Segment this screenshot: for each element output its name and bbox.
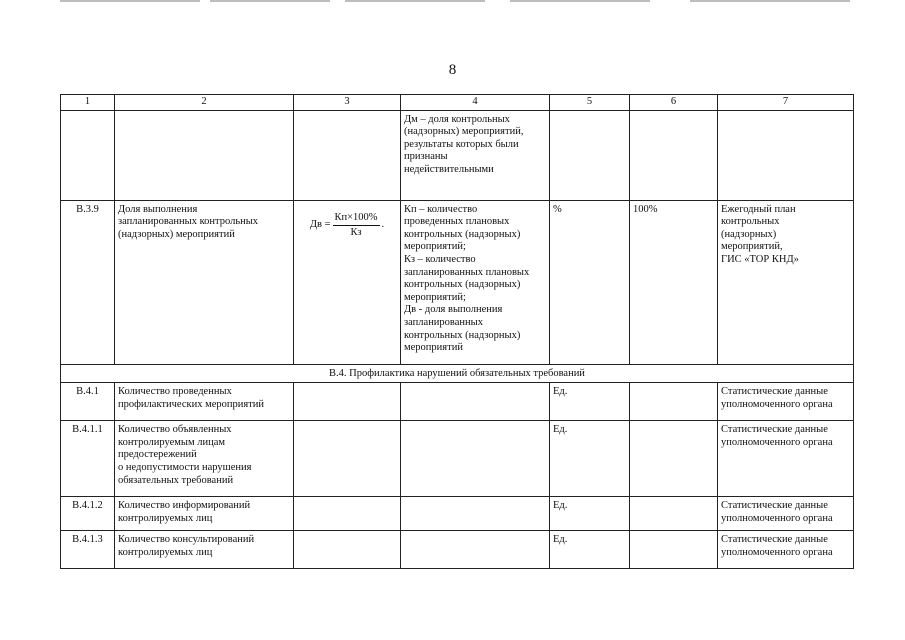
description-line: Кз – количество [404,253,476,265]
target-cell: 100% [630,200,718,364]
description-line: запланированных плановых [404,266,530,278]
description-line: проведенных плановых [404,216,510,228]
name-line: предостережений [118,449,197,461]
source-cell [718,383,854,421]
header-cell: 7 [718,95,854,111]
indicator-name-cell [115,200,294,364]
source-line: ГИС «ТОР КНД» [721,253,799,265]
name-line: Количество объявленных [118,424,232,436]
formula-lhs: Дв = [309,219,331,231]
name-line: Количество информирований [118,500,251,512]
indicator-code-cell: В.4.1.2 [61,497,115,531]
scan-edge-line [510,0,650,2]
unit-cell: Ед. [550,421,630,497]
unit-cell: Ед. [550,531,630,569]
name-line: о недопустимости нарушения [118,461,252,473]
formula-cell [294,383,401,421]
indicator-name-cell [115,421,294,497]
source-line: мероприятий, [721,241,783,253]
source-cell [718,200,854,364]
name-line: обязательных требований [118,474,234,486]
table-row [61,497,854,531]
formula-tail: . [381,219,385,231]
source-line: контрольных [721,216,780,228]
description-cell [401,110,550,200]
description-line: признаны [404,151,448,163]
header-cell: 6 [630,95,718,111]
scan-edge-line [210,0,330,2]
description-line: запланированных [404,316,483,328]
indicators-table [60,94,854,569]
table-row [61,383,854,421]
description-line: Дв - доля выполнения [404,304,503,316]
table-row [61,421,854,497]
description-line: результаты которых были [404,138,519,150]
source-line: уполномоченного органа [721,512,833,524]
formula-cell [294,497,401,531]
name-line: профилактических мероприятий [118,398,265,410]
name-line: контролируемых лиц [118,512,213,524]
header-cell: 2 [115,95,294,111]
indicator-name-cell [115,110,294,200]
indicator-code-cell: В.4.1.1 [61,421,115,497]
indicator-name-cell [115,531,294,569]
unit-cell: Ед. [550,383,630,421]
formula-cell [294,531,401,569]
formula [297,212,397,240]
source-line: Статистические данные [721,500,828,512]
source-cell [718,497,854,531]
scan-edge-line [345,0,485,2]
unit-cell [550,110,630,200]
name-line: Количество консультирований [118,534,255,546]
target-cell [630,497,718,531]
description-line: контрольных (надзорных) [404,228,521,240]
description-line: (надзорных) мероприятий, [404,126,524,138]
source-line: Статистические данные [721,424,828,436]
name-line: Количество проведенных [118,386,232,398]
description-line: мероприятий; [404,291,466,303]
source-cell [718,531,854,569]
source-cell [718,421,854,497]
source-line: Статистические данные [721,386,828,398]
scan-edge-line [60,0,200,2]
source-line: Ежегодный план [721,203,796,215]
source-line: уполномоченного органа [721,546,833,558]
source-line: Статистические данные [721,534,828,546]
name-line: запланированных контрольных [118,216,259,228]
section-row [61,364,854,383]
target-cell [630,421,718,497]
formula-fraction [333,212,380,240]
description-cell [401,531,550,569]
header-cell: 4 [401,95,550,111]
page-number: 8 [448,62,457,78]
source-line: уполномоченного органа [721,398,833,410]
table-row [61,531,854,569]
formula-cell [294,200,401,364]
description-cell [401,383,550,421]
description-line: контрольных (надзорных) [404,279,521,291]
header-cell: 3 [294,95,401,111]
table-row [61,110,854,200]
table-row [61,200,854,364]
target-cell [630,110,718,200]
description-cell [401,200,550,364]
description-line: контрольных (надзорных) [404,329,521,341]
name-line: контролируемых лиц [118,546,213,558]
formula-cell [294,110,401,200]
formula-denominator: Кз [350,227,362,239]
indicator-code-cell [61,110,115,200]
indicator-name-cell [115,383,294,421]
formula-cell [294,421,401,497]
header-row [61,95,854,111]
header-cell: 1 [61,95,115,111]
scan-edge-line [690,0,850,2]
source-line: (надзорных) [721,228,777,240]
indicator-code-cell: В.4.1 [61,383,115,421]
description-line: мероприятий [404,342,463,354]
indicator-name-cell [115,497,294,531]
section-title: В.4. Профилактика нарушений обязательных требований [61,364,854,383]
indicator-code-cell: В.4.1.3 [61,531,115,569]
source-line: уполномоченного органа [721,436,833,448]
target-cell [630,383,718,421]
description-cell [401,497,550,531]
unit-cell: % [550,200,630,364]
description-line: мероприятий; [404,241,466,253]
description-cell [401,421,550,497]
description-line: Дм – доля контрольных [404,113,510,125]
formula-numerator: Кп×100% [333,212,380,227]
description-line: Кп – количество [404,203,478,215]
description-line: недействительными [404,163,494,175]
indicator-code-cell: В.3.9 [61,200,115,364]
header-cell: 5 [550,95,630,111]
name-line: контролируемым лицам [118,436,226,448]
unit-cell: Ед. [550,497,630,531]
name-line: (надзорных) мероприятий [118,228,235,240]
name-line: Доля выполнения [118,203,198,215]
source-cell [718,110,854,200]
target-cell [630,531,718,569]
